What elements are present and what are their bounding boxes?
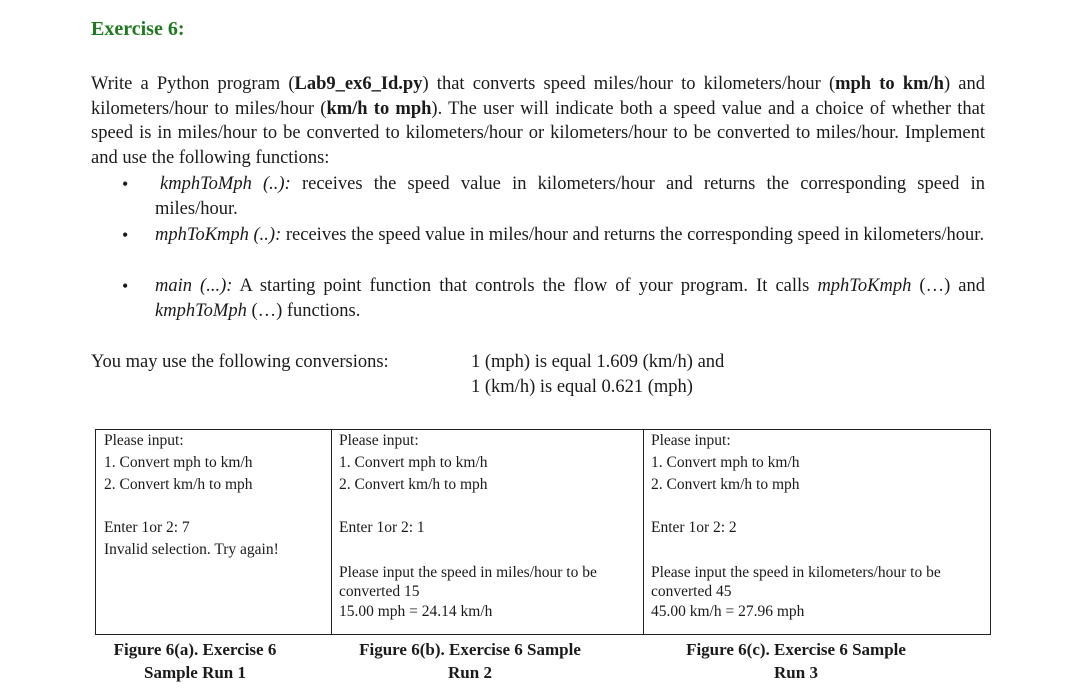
exercise-title: Exercise 6: (91, 18, 185, 40)
ask-line: Please input the speed in kilometers/hour to be converted 45 (651, 564, 941, 600)
filename: Lab9_ex6_Id.py (294, 74, 423, 94)
figure-caption: Figure 6(a). Exercise 6 Sample Run 1 (113, 640, 277, 682)
menu-line: 1. Convert mph to km/h (339, 454, 488, 471)
result-line: 45.00 km/h = 27.96 mph (651, 603, 805, 620)
function-name: mphToKmph (..): (155, 225, 282, 245)
function-name: mphToKmph (817, 276, 912, 296)
intro-text-2: ) that converts speed miles/hour to kilometers/hour ( (422, 74, 836, 94)
intro-paragraph (91, 72, 985, 171)
bullet-icon: • (122, 225, 129, 245)
intro-text-1: Write a Python program ( (91, 74, 295, 94)
conversion-line: 1 (km/h) is equal 0.621 (mph) (471, 377, 693, 397)
function-name: main (...): (155, 276, 233, 296)
ask-line: Please input the speed in miles/hour to be converted 15 (339, 564, 597, 600)
conversion-mph-kmh: mph to km/h (835, 74, 944, 94)
sample-run-cell (96, 430, 332, 634)
menu-line: Please input: (104, 432, 184, 449)
bullet-text: receives the speed value in miles/hour and returns the corresponding speed in kilometers/hour. (281, 225, 985, 245)
conversion-line: 1 (mph) is equal 1.609 (km/h) and (471, 352, 725, 372)
intro-text-3: ) and kilometers/hour to miles/hour ( (91, 74, 985, 119)
menu-line: 2. Convert km/h to mph (651, 476, 800, 493)
prompt-line: Enter 1or 2: 2 (651, 519, 737, 536)
conversions-label: You may use the following conversions: (91, 352, 389, 372)
sample-runs-table (95, 429, 991, 635)
bullet-icon: • (122, 174, 129, 194)
menu-line: Please input: (651, 432, 731, 449)
menu-line: 1. Convert mph to km/h (651, 454, 800, 471)
bullet-icon: • (122, 276, 129, 296)
bullet-text: (…) and (911, 276, 985, 296)
bullet-text: A starting point function that controls the flow of your program. It calls (232, 276, 818, 296)
result-line: Invalid selection. Try again! (104, 541, 279, 558)
bullet-text: receives the speed value in kilometers/hour and returns the corresponding speed in miles/hour. (155, 174, 985, 219)
prompt-line: Enter 1or 2: 1 (339, 519, 425, 536)
conversion-kmh-mph: km/h to mph (326, 98, 432, 119)
prompt-line: Enter 1or 2: 7 (104, 519, 190, 536)
sample-run-cell (643, 430, 990, 634)
intro-text-4: ). The user will indicate both a speed value and a choice of whether that speed is in miles/hour to be converted to kilometers/hour or kilometers/hour to be converted to miles/hour. Implement and use the following functions: (91, 98, 985, 169)
function-name: kmphToMph (..): (160, 174, 291, 194)
function-name: kmphToMph (155, 300, 247, 321)
menu-line: Please input: (339, 432, 419, 449)
figure-caption: Figure 6(b). Exercise 6 Sample Run 2 (359, 640, 581, 682)
sample-run-cell (331, 430, 644, 634)
figure-caption: Figure 6(c). Exercise 6 Sample Run 3 (686, 640, 906, 682)
menu-line: 2. Convert km/h to mph (339, 476, 488, 493)
menu-line: 2. Convert km/h to mph (104, 476, 253, 493)
menu-line: 1. Convert mph to km/h (104, 454, 253, 471)
bullet-text: (…) functions. (246, 300, 361, 321)
result-line: 15.00 mph = 24.14 km/h (339, 603, 493, 620)
